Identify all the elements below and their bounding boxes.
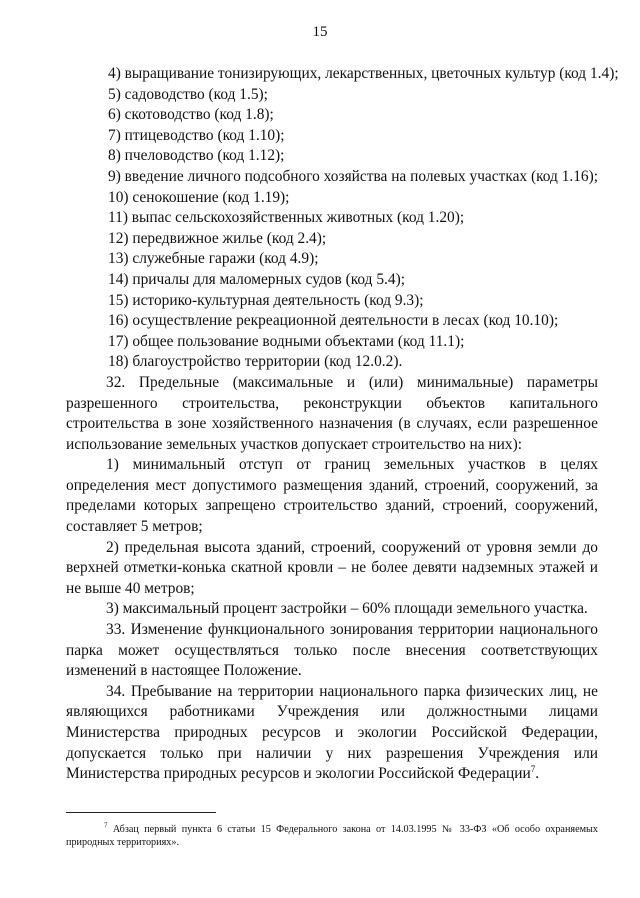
footnote	[66, 823, 598, 849]
list-item: 15) историко-культурная деятельность (код 9.3);	[108, 291, 424, 309]
list-item: 16) осуществление рекреационной деятельности в лесах (код 10.10);	[108, 312, 559, 330]
list-item: 12) передвижное жилье (код 2.4);	[108, 229, 327, 247]
list-item: 6) скотоводство (код 1.8);	[108, 106, 274, 124]
footnote-mark: 7	[104, 821, 108, 830]
paragraph-34-text: 34. Пребывание на территории национального парка физических лиц, не являющихся работниками Учреждения или должностными лицами Министерства природных ресурсов и экологии Российской Федерации, допускается только при наличии у них разрешения Учреждения или Министерства природных ресурсов и экологии Российской Федерации	[66, 682, 598, 783]
footnote-separator	[66, 812, 216, 813]
paragraph-32-item-1: 1) минимальный отступ от границ земельных участков в целях определения мест допустимого размещения зданий, строений, сооружений, за пределами которых запрещено строительство зданий, строений, сооружений, составляет 5 метров;	[66, 456, 598, 536]
list-item: 4) выращивание тонизирующих, лекарственных, цветочных культур (код 1.4);	[108, 65, 619, 82]
footnote-reference[interactable]: 7	[530, 764, 536, 775]
list-item: 9) введение личного подсобного хозяйства на полевых участках (код 1.16);	[108, 167, 599, 185]
list-item: 7) птицеводство (код 1.10);	[108, 126, 285, 144]
list-item: 10) сенокошение (код 1.19);	[108, 188, 290, 206]
list-item: 18) благоустройство территории (код 12.0.2).	[108, 353, 403, 371]
list-item: 14) причалы для маломерных судов (код 5.4);	[108, 270, 405, 288]
document-body	[66, 64, 619, 785]
list-item: 17) общее пользование водными объектами (код 11.1);	[108, 332, 465, 350]
footnote-text: Абзац первый пункта 6 статьи 15 Федерального закона от 14.03.1995 № 33-ФЗ «Об особо охраняемых природных территориях».	[66, 824, 598, 848]
paragraph-32-item-3: 3) максимальный процент застройки – 60% площади земельного участка.	[106, 600, 588, 618]
list-item: 8) пчеловодство (код 1.12);	[108, 147, 285, 165]
list-item: 11) выпас сельскохозяйственных животных (код 1.20);	[108, 209, 465, 227]
list-item: 13) служебные гаражи (код 4.9);	[108, 250, 319, 268]
page-number: 15	[312, 24, 328, 40]
paragraph-34: 34. Пребывание на территории национального парка физических лиц, не являющихся работниками Учреждения или должностными лицами Министерства природных ресурсов и экологии Российской Федерации, допускается только при наличии у них разрешения Учреждения или Министерства природных ресурсов и экологии Российской Федерации$^7$.	[66, 682, 598, 783]
paragraph-32: 32. Предельные (максимальные и (или) минимальные) параметры разрешенного строительства, реконструкции объектов капитального строительства в зоне хозяйственного назначения (в случаях, если разрешенное использование земельных участков допускает строительство на них):	[66, 373, 598, 453]
list-item: 5) садоводство (код 1.5);	[108, 85, 268, 103]
paragraph-32-item-2: 2) предельная высота зданий, строений, сооружений от уровня земли до верхней отметки-конька скатной кровли – не более девяти надземных этажей и не выше 40 метров;	[66, 538, 598, 597]
paragraph-33: 33. Изменение функционального зонирования территории национального парка может осуществляться только после внесения соответствующих изменений в настоящее Положение.	[66, 621, 598, 680]
